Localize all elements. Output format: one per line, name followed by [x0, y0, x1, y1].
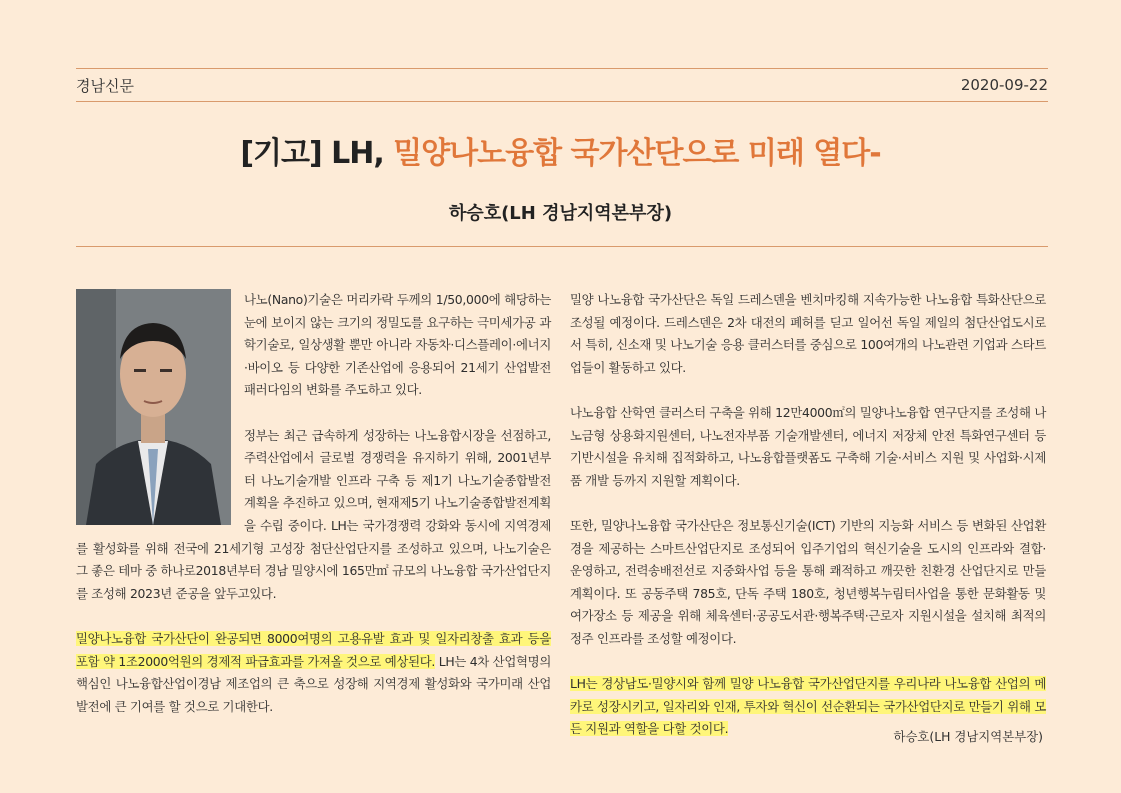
newspaper-name: 경남신문	[76, 76, 134, 95]
article-title	[0, 128, 1121, 172]
divider	[76, 246, 1048, 247]
title-accent: 밀양나노융합 국가산단으로 미래 열다-	[393, 136, 881, 171]
right-column	[570, 289, 1046, 763]
article-author: 하승호(LH 경남지역본부장)	[448, 203, 673, 224]
left-paragraph-3	[76, 628, 551, 718]
right-paragraph-2: 나노융합 산학연 클러스터 구축을 위해 12만4000㎡의 밀양나노융합 연구단지를 조성해 나노금형 상용화지원센터, 나노전자부품 기술개발센터, 에너지 저장체 안전 특화연구센터 등 기반시설을 유치해 집적화하고, 나노융합플랫폼도 구축해 기술·서비스 지원 및 사업화·시제품 개발 등까지 지원할 계획이다.	[570, 404, 1046, 488]
left-column	[76, 289, 551, 741]
portrait-image	[76, 289, 231, 525]
signature: 하승호(LH 경남지역본부장)	[893, 729, 1043, 744]
title-prefix: [기고] LH,	[240, 136, 394, 171]
highlighted-text: 밀양나노융합 국가산단이 완공되면 8000여명의 고용유발 효과 및 일자리창출 효과 등을 포함 약 1조2000억원의 경제적 파급효과를 가져올 것으로 예상된다.	[76, 630, 551, 669]
header-bar	[76, 68, 1048, 102]
paragraph-text: LH는 4차 산업혁명의 핵심인 나노융합산업이경남 제조업의 큰 축으로 성장해 지역경제 활성화와 국가미래 산업발전에 큰 기여를 할 것으로 기대한다.	[76, 653, 551, 714]
left-paragraph-1: 나노(Nano)기술은 머리카락 두께의 1/50,000에 해당하는 눈에 보이지 않는 크기의 정밀도를 요구하는 극미세가공 과학기술로, 일상생활 뿐만 아니라 자동차·디스플레이·에너지·바이오 등 다양한 기존산업에 응용되어 21세기 산업발전 패러다임의 변화를 주도하고 있다.	[244, 292, 551, 398]
author-photo	[76, 289, 231, 525]
right-paragraph-1: 밀양 나노융합 국가산단은 독일 드레스덴을 벤치마킹해 지속가능한 나노융합 특화산단으로 조성될 예정이다. 드레스덴은 2차 대전의 폐허를 딛고 일어선 독일 제일의 첨단산업도시로서 특히, 신소재 및 나노기술 응용 클러스터를 중심으로 100여개의 나노관련 기업과 스타트업들이 활동하고 있다.	[570, 292, 1046, 375]
right-paragraph-3: 또한, 밀양나노융합 국가산단은 정보통신기술(ICT) 기반의 지능화 서비스 등 변화된 산업환경을 제공하는 스마트산업단지로 조성되어 입주기업의 혁신기술을 도시의 인프라와 결합·운영하고, 전력송배전선로 지중화사업 등을 통해 쾌적하고 깨끗한 친환경 산업단지로 만들 계획이다. 또 공동주택 785호, 단독 주택 180호, 청년행복누림터사업을 통한 문화활동 및 여가장소 등 제공을 위해 체육센터·공공도서관·행복주택·근로자 지원시설을 설치해 최적의 정주 인프라를 조성할 예정이다.	[570, 517, 1046, 646]
highlighted-text: LH는 경상남도·밀양시와 함께 밀양 나노융합 국가산업단지를 우리나라 나노융합 산업의 메카로 성장시키고, 일자리와 인재, 투자와 혁신이 선순환되는 국가산업단지로 만들기 위해 모든 지원과 역할을 다할 것이다.	[570, 676, 1046, 737]
left-paragraph-2: 정부는 최근 급속하게 성장하는 나노융합시장을 선점하고, 주력산업에서 글로벌 경쟁력을 유지하기 위해, 2001년부터 나노기술개발 인프라 구축 등 제1기 나노기술종합발전계획을 추진하고 있으며, 현재제5기 나노기술종합발전계획을 수립 중이다. LH는 국가경쟁력 강화와 동시에 지역경제를 활성화를 위해 전국에 21세기형 고성장 첨단산업단지를 조성하고 있으며, 나노기술은 그 좋은 테마 중 하나로2018년부터 경남 밀양시에 165만㎡ 규모의 나노융합 국가산업단지를 조성해 2023년 준공을 앞두고있다.	[76, 427, 551, 601]
article-date: 2020-09-22	[960, 76, 1048, 94]
